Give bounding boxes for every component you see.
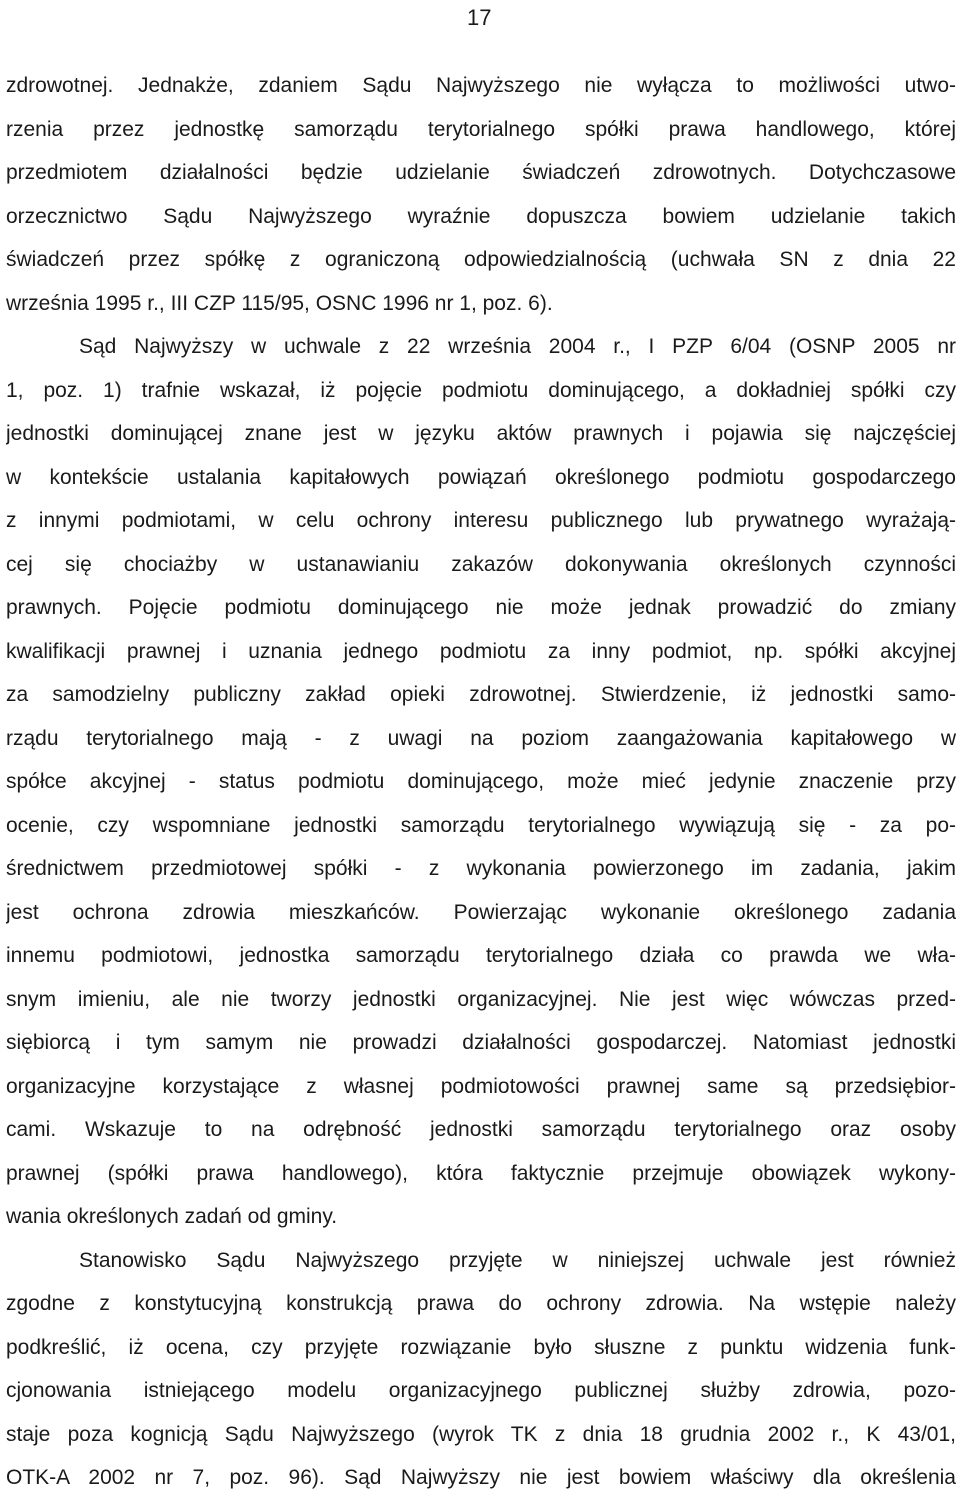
text-line: innemu podmiotowi, jednostka samorządu terytorialnego działa co prawda we wła- [6,944,956,967]
page-number: 17 [467,5,492,30]
text-line: jest ochrona zdrowia mieszkańców. Powierzając wykonanie określonego zadania [6,900,956,924]
text-line: siębiorcą i tym samym nie prowadzi działalności gospodarczej. Natomiast jednostki [6,1031,956,1054]
text-line: cjonowania istniejącego modelu organizacyjnego publicznej służby zdrowia, pozo- [6,1379,956,1402]
text-line: orzecznictwo Sądu Najwyższego wyraźnie dopuszcza bowiem udzielanie takich [6,204,956,228]
text-line: z innymi podmiotami, w celu ochrony interesu publicznego lub prywatnego wyrażają- [6,509,956,532]
text-line: staje poza kognicją Sądu Najwyższego (wyrok TK z dnia 18 grudnia 2002 r., K 43/01, [6,1422,956,1446]
text-line: prawnej (spółki prawa handlowego), która faktycznie przejmuje obowiązek wykony- [6,1161,956,1185]
text-line: organizacyjne korzystające z własnej podmiotowości prawnej same są przedsiębior- [6,1074,956,1098]
text-line: spółce akcyjnej - status podmiotu dominującego, może mieć jedynie znaczenie przy [6,770,956,793]
text-line: 1, poz. 1) trafnie wskazał, iż pojęcie podmiotu dominującego, a dokładniej spółki czy [6,378,956,402]
text-line: rzenia przez jednostkę samorządu terytorialnego spółki prawa handlowego, której [6,117,956,141]
text-line: ocenie, czy wspomniane jednostki samorządu terytorialnego wywiązują się - za po- [6,813,956,837]
text-line: snym imieniu, ale nie tworzy jednostki organizacyjnej. Nie jest więc wówczas przed- [6,987,956,1011]
text-line: Stanowisko Sądu Najwyższego przyjęte w niniejszej uchwale jest również [79,1248,956,1272]
text-line: za samodzielny publiczny zakład opieki zdrowotnej. Stwierdzenie, iż jednostki samo- [6,683,956,706]
text-line: średnictwem przedmiotowej spółki - z wykonania powierzonego im zadania, jakim [6,857,956,880]
text-line: prawnych. Pojęcie podmiotu dominującego nie może jednak prowadzić do zmiany [6,596,956,619]
text-line: cami. Wskazuje to na odrębność jednostki samorządu terytorialnego oraz osoby [6,1118,956,1141]
text-line: rządu terytorialnego mają - z uwagi na poziom zaangażowania kapitałowego w [6,726,956,750]
text-line: podkreślić, iż ocena, czy przyjęte rozwiązanie było słuszne z punktu widzenia funk- [6,1335,956,1359]
text-line: przedmiotem działalności będzie udzielanie świadczeń zdrowotnych. Dotychczasowe [6,161,956,184]
text-line: września 1995 r., III CZP 115/95, OSNC 1996 nr 1, poz. 6). [6,291,553,315]
text-line: jednostki dominującej znane jest w języku aktów prawnych i pojawia się najczęściej [6,422,956,445]
text-line: zgodne z konstytucyjną konstrukcją prawa do ochrony zdrowia. Na wstępie należy [6,1292,956,1315]
text-line: świadczeń przez spółkę z ograniczoną odpowiedzialnością (uchwała SN z dnia 22 [6,248,956,271]
text-line: zdrowotnej. Jednakże, zdaniem Sądu Najwyższego nie wyłącza to możliwości utwo- [6,74,956,97]
text-line: OTK-A 2002 nr 7, poz. 96). Sąd Najwyższy nie jest bowiem właściwy dla określenia [6,1466,956,1489]
text-line: kwalifikacji prawnej i uznania jednego podmiotu za inny podmiot, np. spółki akcyjnej [6,639,956,663]
text-line: wania określonych zadań od gminy. [6,1205,338,1228]
text-line: Sąd Najwyższy w uchwale z 22 września 2004 r., I PZP 6/04 (OSNP 2005 nr [79,335,956,358]
text-line: cej się chociażby w ustanawianiu zakazów dokonywania określonych czynności [6,552,956,576]
text-line: w kontekście ustalania kapitałowych powiązań określonego podmiotu gospodarczego [6,465,956,489]
page-number-header [0,0,960,36]
document-body [6,64,956,1500]
